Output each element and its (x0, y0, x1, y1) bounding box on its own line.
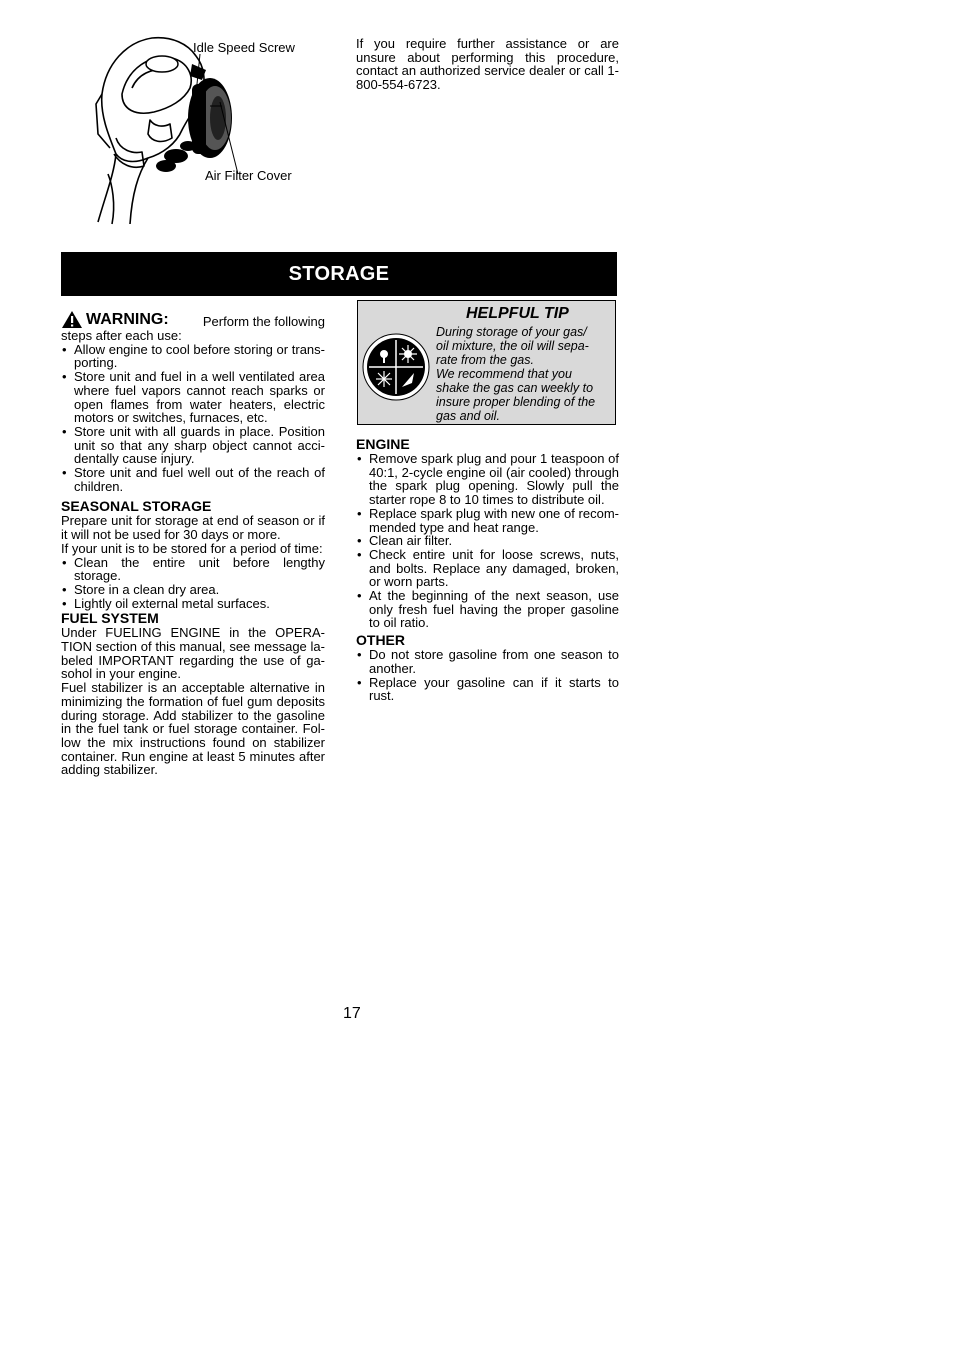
warning-label: WARNING: (86, 310, 169, 328)
section-banner: STORAGE (61, 252, 617, 296)
right-column (356, 436, 619, 703)
list-item: • At the beginning of the next season, use only fresh fuel having the proper gasoline to oil ratio. (356, 589, 619, 630)
seasons-emblem-icon (362, 333, 430, 401)
list-item: • Store unit and fuel well out of the reach of children. (61, 466, 325, 493)
assistance-paragraph: If you require further assistance or are unsure about performing this procedure, contact an authorized service dealer or call 1-800-554-6723. (356, 36, 619, 92)
fuel-system-heading: FUEL SYSTEM (61, 610, 159, 627)
engine-heading: ENGINE (356, 436, 410, 452)
engine-illustration (92, 34, 322, 226)
warning-heading (61, 310, 169, 329)
left-column (61, 310, 325, 777)
list-item: • Store in a clean dry area. (61, 583, 325, 597)
list-item: • Do not store gasoline from one season to another. (356, 648, 619, 675)
warning-list (61, 343, 325, 494)
list-item: • Replace spark plug with new one of recom-mended type and heat range. (356, 507, 619, 534)
air-filter-cover-callout: Air Filter Cover (205, 168, 292, 183)
other-list (356, 648, 619, 703)
tip-title: HELPFUL TIP (466, 305, 569, 322)
warning-line (61, 310, 325, 329)
fuel-para: Fuel stabilizer is an acceptable alternative in minimizing the formation of fuel gum deposits during storage. Add stabilizer to the gasoline in the fuel tank or fuel storage container. Fol-low the mix instructions found on stabilizer container. Run engine at least 5 minutes after adding stabilizer. (61, 680, 325, 778)
list-item: • Store unit and fuel in a well ventilated area where fuel vapors cannot reach sparks or open flames from water heaters, electric motors or switches, furnaces, etc. (61, 370, 325, 425)
fuel-para: Under FUELING ENGINE in the OPERA-TION section of this manual, see message la-beled IMPORTANT regarding the use of ga-sohol in your engine. (61, 625, 325, 682)
warning-continuation: steps after each use: (61, 328, 182, 343)
idle-speed-screw-callout: Idle Speed Screw (193, 40, 295, 55)
list-item: • Remove spark plug and pour 1 teaspoon of 40:1, 2-cycle engine oil (air cooled) through the spark plug opening. Slowly pull the starter rope 8 to 10 times to distribute oil. (356, 452, 619, 507)
list-item: • Allow engine to cool before storing or trans-porting. (61, 343, 325, 370)
tip-text-part: We recommend that you shake the gas can weekly to insure proper blending of the gas and oil. (436, 367, 596, 423)
list-item: • Store unit with all guards in place. Position unit so that any sharp object cannot acci-dentally cause injury. (61, 425, 325, 466)
engine-list (356, 452, 619, 630)
warning-lead: Perform the following (202, 314, 325, 330)
list-item: • Check entire unit for loose screws, nuts, and bolts. Replace any damaged, broken, or worn parts. (356, 548, 619, 589)
list-item: • Replace your gasoline can if it starts to rust. (356, 676, 619, 703)
tip-text (436, 325, 596, 423)
seasonal-para: Prepare unit for storage at end of season or if it will not be used for 30 days or more. (61, 513, 325, 543)
tip-text-part: During storage of your gas/ oil mixture, the oil will sepa-rate from the gas. (436, 325, 589, 367)
seasonal-storage-heading: SEASONAL STORAGE (61, 498, 212, 515)
seasonal-para: If your unit is to be stored for a period of time: (61, 540, 323, 556)
page-number: 17 (343, 1005, 361, 1022)
list-item: • Lightly oil external metal surfaces. (61, 597, 325, 611)
other-heading: OTHER (356, 632, 405, 649)
list-item: • Clean air filter. (356, 534, 619, 548)
helpful-tip-box (357, 300, 616, 425)
list-item: • Clean the entire unit before lengthy storage. (61, 556, 325, 583)
seasonal-list (61, 556, 325, 611)
warning-triangle-icon (61, 310, 83, 329)
